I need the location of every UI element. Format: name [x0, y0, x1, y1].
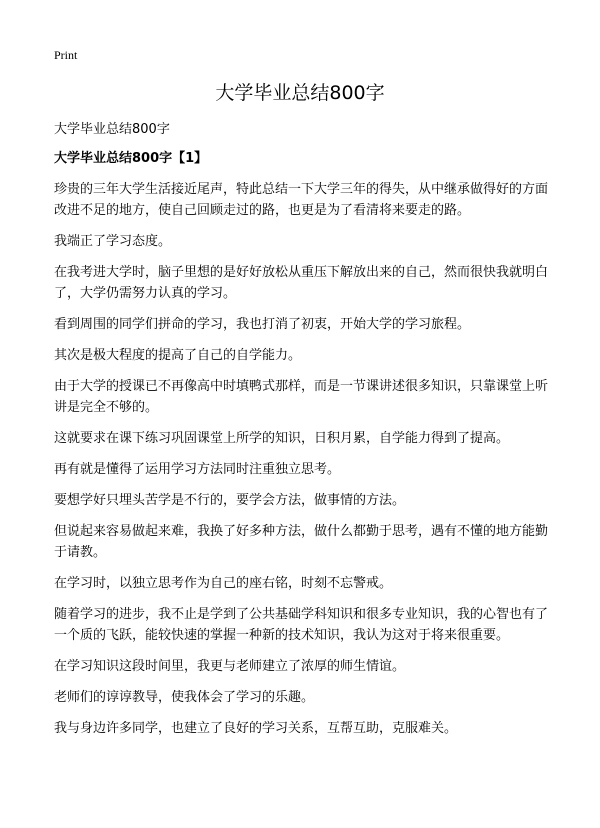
document-subtitle: 大学毕业总结800字 — [54, 122, 170, 137]
paragraph: 这就要求在课下练习巩固课堂上所学的知识，日积月累，自学能力得到了提高。 — [54, 431, 510, 446]
paragraph: 看到周围的同学们拼命的学习，我也打消了初衷，开始大学的学习旅程。 — [54, 317, 471, 332]
paragraph: 在学习知识这段时间里，我更与老师建立了浓厚的师生情谊。 — [54, 659, 406, 674]
paragraph: 我端正了学习态度。 — [54, 234, 172, 249]
paragraph: 但说起来容易做起来难，我换了好多种方法，做什么都勤于思考，遇有不懂的地方能勤于请教。 — [54, 524, 549, 560]
paragraph: 我与身边许多同学，也建立了良好的学习关系，互帮互助，克服难关。 — [54, 721, 458, 736]
paragraph: 珍贵的三年大学生活接近尾声，特此总结一下大学三年的得失，从中继承做得好的方面改进不足的地方，使自己回顾走过的路，也更是为了看清将来要走的路。 — [54, 182, 549, 218]
paragraph: 其次是极大程度的提高了自己的自学能力。 — [54, 348, 302, 363]
article-body — [54, 179, 559, 749]
paragraph: 随着学习的进步，我不止是学到了公共基础学科知识和很多专业知识，我的心智也有了一个质的飞跃，能较快速的掌握一种新的技术知识，我认为这对于将来很重要。 — [54, 607, 549, 643]
section-heading: 大学毕业总结800字【1】 — [54, 151, 208, 166]
page-title: 大学毕业总结800字 — [215, 82, 385, 104]
print-link[interactable]: Print — [54, 48, 78, 62]
paragraph: 在我考进大学时，脑子里想的是好好放松从重压下解放出来的自己，然而很快我就明白了，大学仍需努力认真的学习。 — [54, 265, 549, 301]
paragraph: 再有就是懂得了运用学习方法同时注重独立思考。 — [54, 462, 341, 477]
paragraph: 老师们的谆谆教导，使我体会了学习的乐趣。 — [54, 690, 315, 705]
paragraph: 在学习时，以独立思考作为自己的座右铭，时刻不忘警戒。 — [54, 576, 393, 591]
paragraph: 要想学好只埋头苦学是不行的，要学会方法，做事情的方法。 — [54, 493, 406, 508]
paragraph: 由于大学的授课已不再像高中时填鸭式那样，而是一节课讲述很多知识，只靠课堂上听讲是完全不够的。 — [54, 379, 549, 415]
